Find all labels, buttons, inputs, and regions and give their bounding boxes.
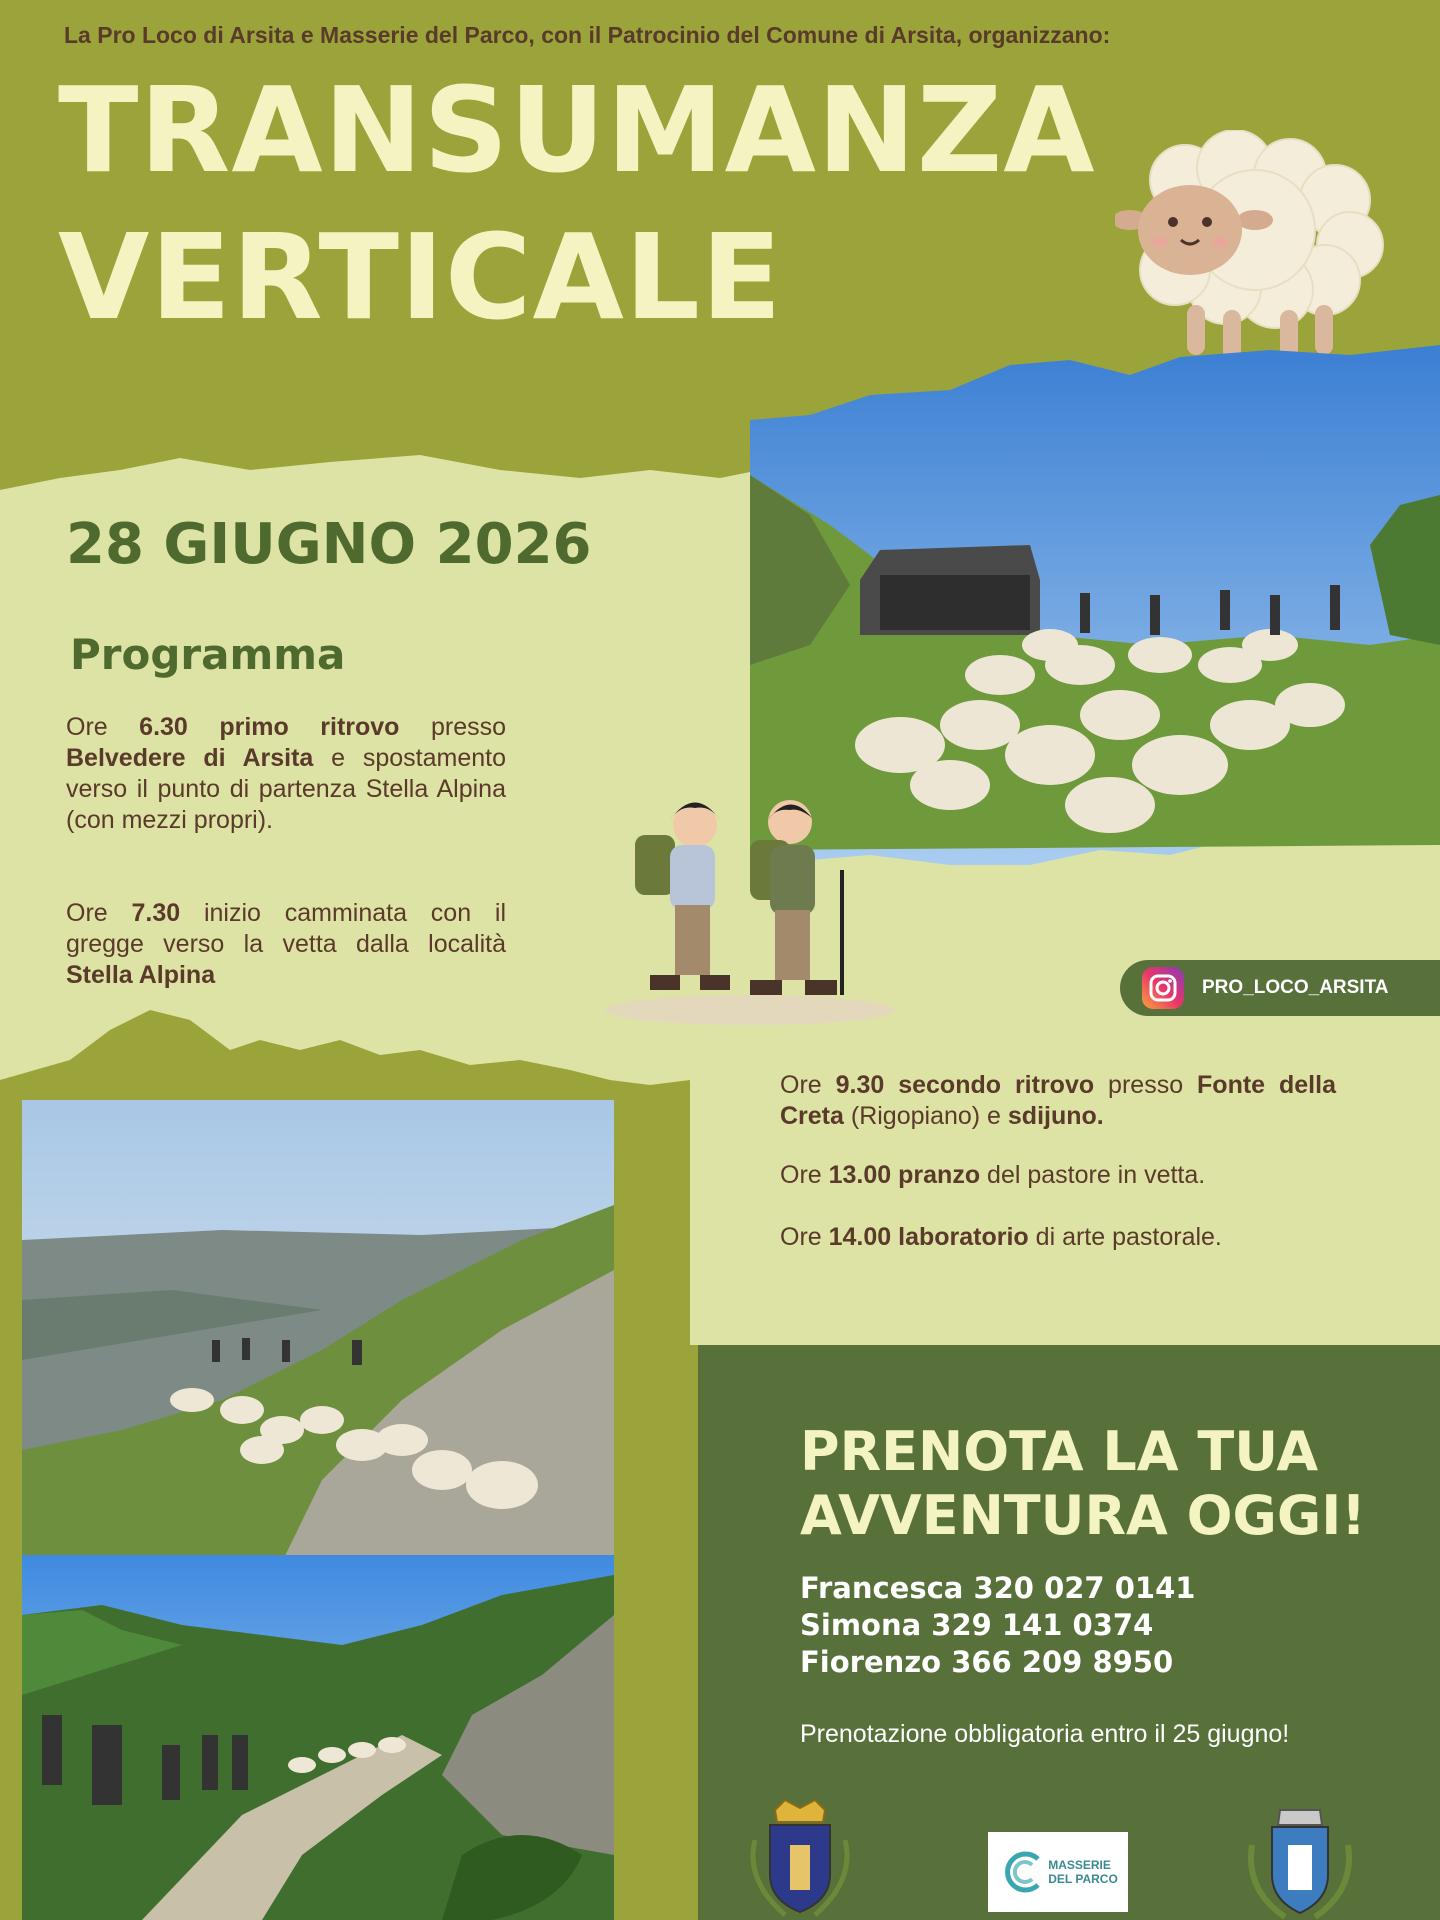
contact-1[interactable]: Francesca 320 027 0141 [800, 1571, 1196, 1605]
program-item-5: Ore 14.00 laboratorio di arte pastorale. [780, 1223, 1222, 1251]
masserie-wave-icon [998, 1849, 1044, 1895]
masserie-label-line-1: MASSERIE [1048, 1858, 1111, 1872]
photo-hikers-trail [22, 1555, 614, 1920]
comune-coat-of-arms-logo [1240, 1805, 1360, 1920]
instagram-icon [1142, 967, 1184, 1009]
instagram-handle: PRO_LOCO_ARSITA [1202, 977, 1389, 998]
program-item-4: Ore 13.00 pranzo del pastore in vetta. [780, 1161, 1206, 1189]
organizers-line: La Pro Loco di Arsita e Masserie del Parco, con il Patrocinio del Comune di Arsita, organizzano: [64, 22, 1111, 48]
title-line-2: VERTICALE [58, 208, 783, 346]
program-item-3: Ore 9.30 secondo ritrovo presso Fonte della Creta (Rigopiano) e sdijuno. [780, 1071, 1336, 1130]
hikers-illustration [600, 780, 900, 1030]
masserie-label-line-2: DEL PARCO [1048, 1872, 1118, 1886]
program-item-2: Ore 7.30 inizio camminata con il gregge verso la vetta dalla località Stella Alpina [66, 899, 507, 989]
sheep-illustration [1115, 130, 1395, 370]
contact-3[interactable]: Fiorenzo 366 209 8950 [800, 1645, 1174, 1679]
masserie-del-parco-logo [988, 1832, 1128, 1912]
booking-heading-line-2: AVVENTURA OGGI! [800, 1484, 1366, 1547]
title-line-1: TRANSUMANZA [58, 61, 1096, 199]
event-date: 28 GIUGNO 2026 [66, 512, 592, 577]
arsita-coat-of-arms-logo [745, 1800, 855, 1920]
program-item-1: Ore 6.30 primo ritrovo presso Belvedere di Arsita e spostamento verso il punto di partenza Stella Alpina (con mezzi propri). [66, 713, 506, 834]
program-heading: Programma [70, 630, 346, 679]
instagram-badge[interactable] [1120, 960, 1440, 1016]
booking-heading-line-1: PRENOTA LA TUA [800, 1420, 1319, 1483]
booking-note: Prenotazione obbligatoria entro il 25 giugno! [800, 1720, 1290, 1748]
photo-mountain-path [22, 1100, 614, 1562]
contact-2[interactable]: Simona 329 141 0374 [800, 1608, 1154, 1642]
